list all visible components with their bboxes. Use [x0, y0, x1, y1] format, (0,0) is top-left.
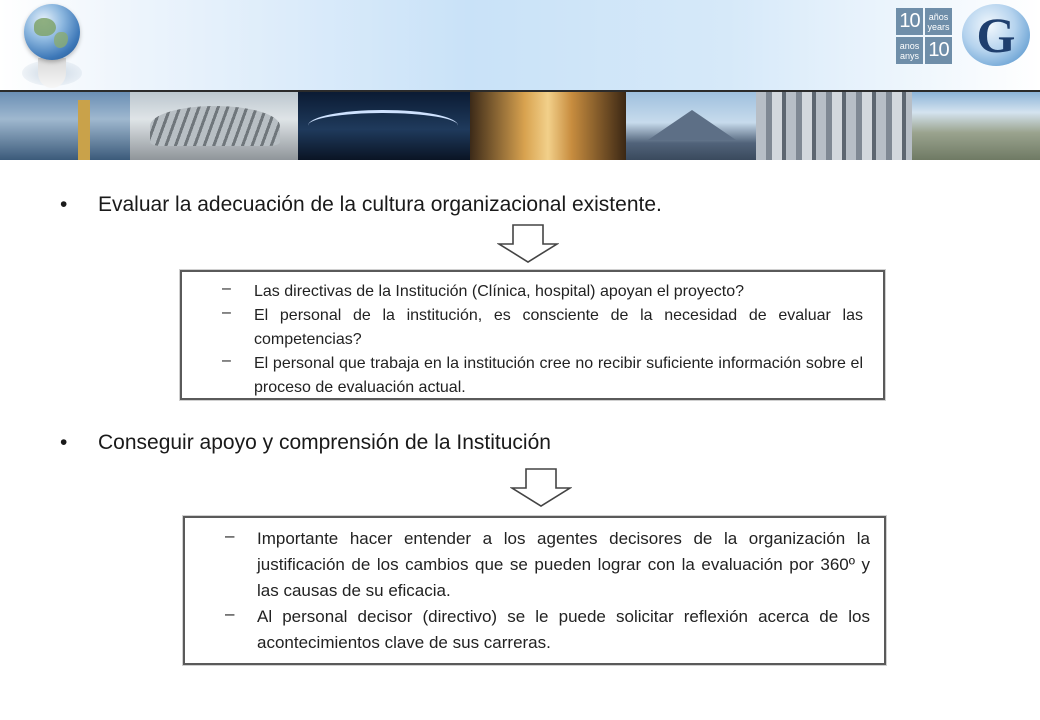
anniversary-label-bottom: anos anys [896, 37, 923, 64]
globe-icon [24, 4, 80, 60]
photo-stadium [130, 92, 298, 160]
list-item: – El personal de la institución, es consciente de la necesidad de evaluar las competencias? [222, 304, 863, 348]
anniversary-number-top: 10 [896, 8, 923, 35]
bullet-text: Conseguir apoyo y comprensión de la Institución [98, 431, 551, 454]
header-banner [0, 0, 1040, 90]
actions-box [183, 516, 886, 665]
bullet-gain-support [60, 431, 551, 455]
photo-volcano [626, 92, 756, 160]
down-arrow-icon [497, 224, 559, 264]
photo-city-buildings [756, 92, 912, 160]
list-item: – Las directivas de la Institución (Clínica, hospital) apoyan el proyecto? [222, 280, 745, 300]
photo-monument [0, 92, 130, 160]
anniversary-number-bottom: 10 [925, 37, 952, 64]
bullet-text: Evaluar la adecuación de la cultura organizacional existente. [98, 193, 662, 216]
down-arrow-icon [510, 468, 572, 508]
list-item: – Importante hacer entender a los agentes decisores de la organización la justificación de los cambios que se pueden lograr con la evaluación por 360º y las causas de su eficacia. [225, 526, 870, 600]
anniversary-badge [896, 8, 952, 64]
city-photo-strip [0, 92, 1040, 160]
photo-street-night [470, 92, 626, 160]
bullet-marker: • [60, 193, 68, 216]
list-item: – Al personal decisor (directivo) se le puede solicitar reflexión acerca de los acontecimientos clave de sus carreras. [225, 604, 870, 652]
photo-bridge-night [298, 92, 470, 160]
bullet-evaluate-culture [60, 193, 662, 217]
list-item: – El personal que trabaja en la institución cree no recibir suficiente información sobre el proceso de evaluación actual. [222, 352, 863, 396]
photo-city-mountains [912, 92, 1040, 160]
questions-box [180, 270, 885, 400]
brand-logo: G [962, 4, 1030, 66]
globe-stand [38, 58, 66, 88]
bullet-marker: • [60, 431, 68, 454]
anniversary-label-top: años years [925, 8, 952, 35]
